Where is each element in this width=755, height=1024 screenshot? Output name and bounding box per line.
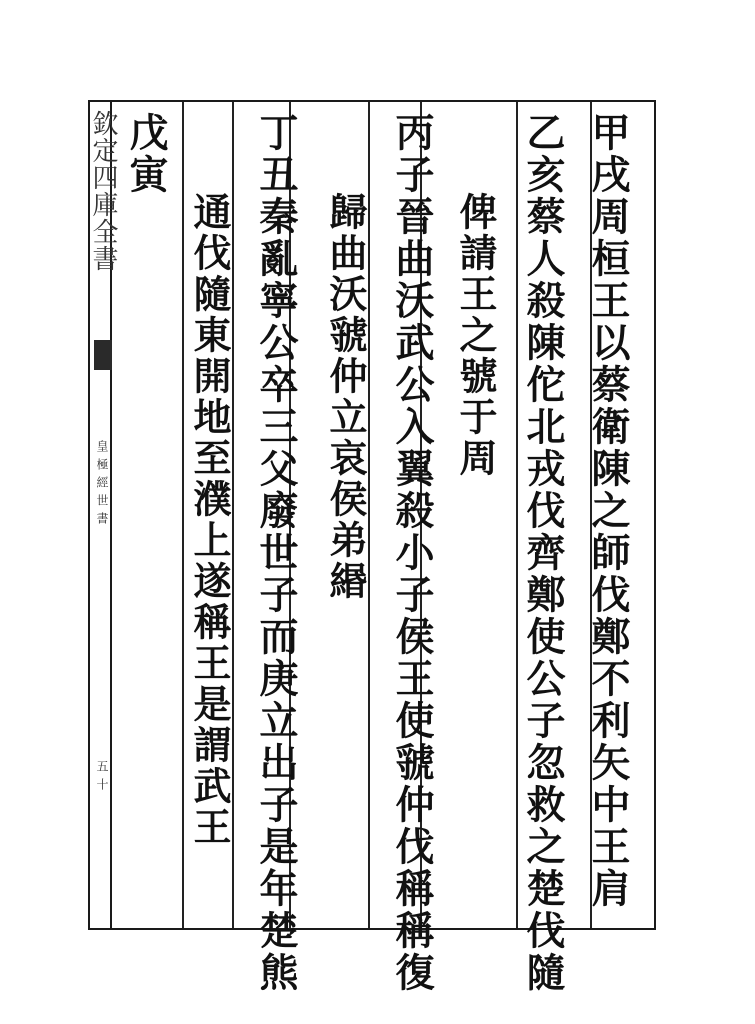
text-column-2: 乙亥蔡人殺陳佗北戎伐齊鄭使公子忽救之楚伐隨 xyxy=(520,112,566,994)
book-page xyxy=(88,100,656,930)
text-column-8: 戊寅 xyxy=(123,112,169,196)
fishtail-block-mark xyxy=(94,340,112,370)
column-rule xyxy=(368,102,370,928)
column-rule xyxy=(182,102,184,928)
column-rule xyxy=(232,102,234,928)
text-column-3: 俾請王之號于周 xyxy=(453,192,498,479)
column-rule xyxy=(516,102,518,928)
text-column-1: 甲戌周桓王以蔡衛陳之師伐鄭不利矢中王肩 xyxy=(585,112,631,910)
text-column-5: 歸曲沃虢仲立哀侯弟緡 xyxy=(323,192,368,602)
section-label: 皇極經世書 xyxy=(95,440,109,530)
text-column-7: 通伐隨東開地至濮上遂稱王是謂武王 xyxy=(187,192,232,848)
page-number: 五十 xyxy=(95,760,109,796)
book-title-margin: 欽定四庫全書 xyxy=(88,110,118,272)
text-column-6: 丁丑秦亂寧公卒三父廢世子而庚立出子是年楚熊 xyxy=(253,112,299,994)
text-column-4: 丙子晉曲沃武公入翼殺小子侯王使虢仲伐稱稱復 xyxy=(389,112,435,994)
